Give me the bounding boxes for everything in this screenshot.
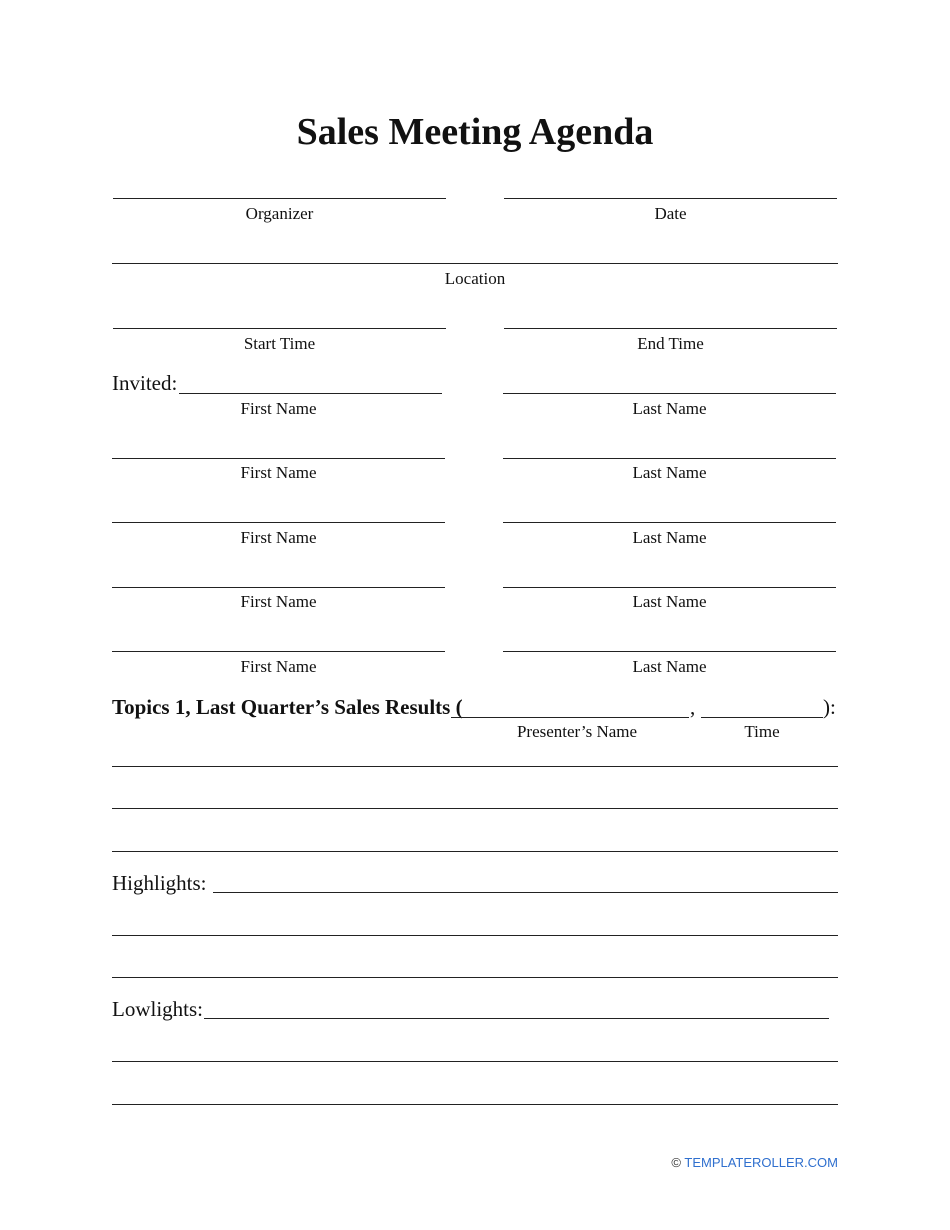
lowlights-line-3[interactable] [112, 1104, 838, 1105]
invited-label: Invited: [112, 371, 178, 395]
first-name-label: First Name [240, 399, 317, 418]
notes-line-1[interactable] [112, 766, 838, 767]
date-line[interactable] [504, 198, 837, 199]
topic-close-paren: ): [823, 695, 836, 719]
last-name-label: Last Name [632, 528, 707, 547]
topic-time-line[interactable] [701, 717, 823, 718]
start-time-label: Start Time [243, 334, 316, 353]
first-name-label: First Name [240, 657, 317, 676]
last-name-label: Last Name [632, 592, 707, 611]
time-label: Time [744, 722, 780, 741]
first-name-label: First Name [240, 528, 317, 547]
location-line[interactable] [112, 263, 838, 264]
invited-last-name-line-5[interactable] [503, 651, 836, 652]
lowlights-line-1[interactable] [204, 1018, 829, 1019]
invited-last-name-line-3[interactable] [503, 522, 836, 523]
footer-credit [671, 1155, 838, 1170]
invited-last-name-line-4[interactable] [503, 587, 836, 588]
first-name-label: First Name [240, 592, 317, 611]
lowlights-label: Lowlights: [112, 997, 204, 1021]
end-time-label: End Time [637, 334, 704, 353]
notes-line-2[interactable] [112, 808, 838, 809]
topic-comma: , [690, 695, 696, 719]
invited-first-name-line-2[interactable] [112, 458, 445, 459]
invited-first-name-line-5[interactable] [112, 651, 445, 652]
copyright-symbol: © [671, 1155, 681, 1170]
highlights-line-1[interactable] [213, 892, 838, 893]
organizer-label: Organizer [245, 204, 314, 223]
invited-first-name-line-3[interactable] [112, 522, 445, 523]
invited-last-name-line-2[interactable] [503, 458, 836, 459]
notes-line-3[interactable] [112, 851, 838, 852]
start-time-line[interactable] [113, 328, 446, 329]
invited-first-name-line-4[interactable] [112, 587, 445, 588]
last-name-label: Last Name [632, 657, 707, 676]
lowlights-line-2[interactable] [112, 1061, 838, 1062]
highlights-line-3[interactable] [112, 977, 838, 978]
invited-first-name-line-1[interactable] [179, 393, 442, 394]
last-name-label: Last Name [632, 399, 707, 418]
location-label: Location [444, 269, 506, 288]
page-title: Sales Meeting Agenda [296, 111, 654, 153]
presenter-name-label: Presenter’s Name [516, 722, 638, 741]
last-name-label: Last Name [632, 463, 707, 482]
invited-last-name-line-1[interactable] [503, 393, 836, 394]
first-name-label: First Name [240, 463, 317, 482]
highlights-line-2[interactable] [112, 935, 838, 936]
date-label: Date [654, 204, 687, 223]
brand-link[interactable]: TEMPLATEROLLER.COM [684, 1155, 838, 1170]
presenter-name-line[interactable] [451, 717, 689, 718]
topic-heading: Topics 1, Last Quarter’s Sales Results ( [112, 695, 463, 719]
end-time-line[interactable] [504, 328, 837, 329]
highlights-label: Highlights: [112, 871, 207, 895]
organizer-line[interactable] [113, 198, 446, 199]
